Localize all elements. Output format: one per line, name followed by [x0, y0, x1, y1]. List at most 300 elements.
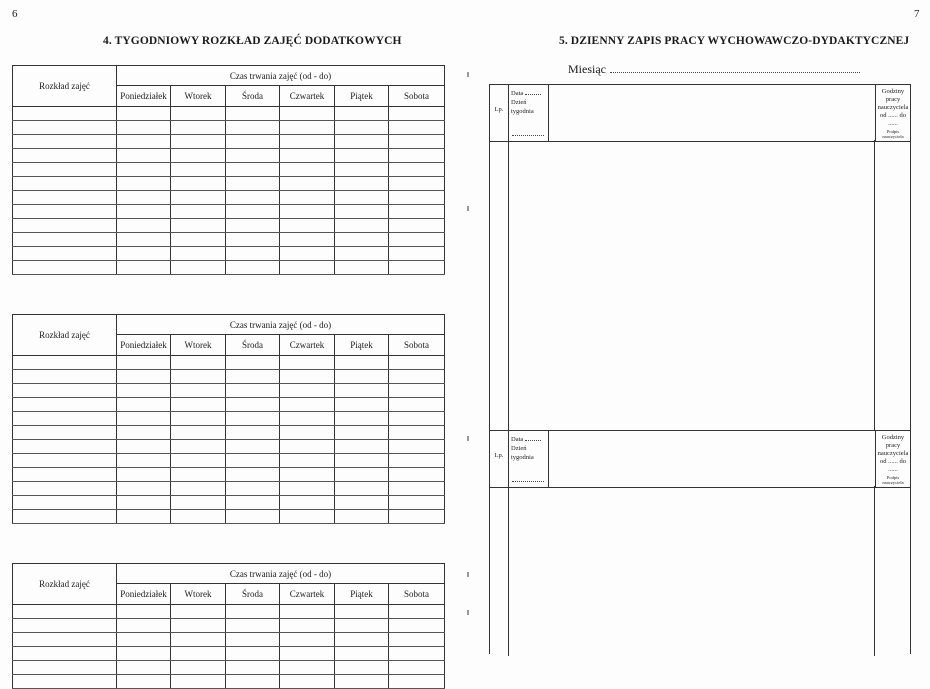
- schedule-row: [13, 605, 445, 619]
- schedule-cell[interactable]: [280, 247, 335, 261]
- schedule-cell[interactable]: [280, 426, 335, 440]
- log-lp-divider: [508, 140, 509, 430]
- schedule-cell[interactable]: [13, 482, 117, 496]
- schedule-cell[interactable]: [117, 135, 171, 149]
- hours-line: nauczyciela: [877, 450, 909, 457]
- schedule-cell[interactable]: [335, 233, 389, 247]
- schedule-row: [13, 191, 445, 205]
- schedule-cell[interactable]: [171, 121, 226, 135]
- schedule-cell[interactable]: [13, 496, 117, 510]
- schedule-row: [13, 261, 445, 275]
- schedule-row: [13, 247, 445, 261]
- schedule-cell[interactable]: [389, 605, 445, 619]
- schedule-cell[interactable]: [389, 107, 445, 121]
- schedule-cell[interactable]: [117, 149, 171, 163]
- schedule-cell[interactable]: [171, 384, 226, 398]
- schedule-cell[interactable]: [226, 247, 280, 261]
- schedule-cell[interactable]: [226, 261, 280, 275]
- schedule-cell[interactable]: [389, 177, 445, 191]
- schedule-cell[interactable]: [13, 356, 117, 370]
- schedule-row: [13, 619, 445, 633]
- schedule-row: [13, 510, 445, 524]
- schedule-row: [13, 496, 445, 510]
- hours-line: Godziny: [881, 88, 905, 95]
- schedule-row: [13, 107, 445, 121]
- date-dotted-line: [525, 88, 541, 95]
- schedule-cell[interactable]: [335, 412, 389, 426]
- hours-line: nauczyciela: [877, 104, 909, 111]
- schedule-cell[interactable]: [280, 177, 335, 191]
- schedule-cell[interactable]: [280, 398, 335, 412]
- schedule-cell[interactable]: [171, 247, 226, 261]
- schedule-row: [13, 219, 445, 233]
- day-header: Czwartek: [280, 584, 335, 605]
- schedule-cell[interactable]: [117, 468, 171, 482]
- schedule-cell[interactable]: [389, 454, 445, 468]
- schedule-cell[interactable]: [13, 398, 117, 412]
- schedule-cell[interactable]: [335, 370, 389, 384]
- daily-log-title: 5. DZIENNY ZAPIS PRACY WYCHOWAWCZO-DYDAKTYCZNEJ: [559, 35, 910, 47]
- schedule-cell[interactable]: [280, 107, 335, 121]
- schedule-cell[interactable]: [117, 398, 171, 412]
- schedule-cell[interactable]: [13, 219, 117, 233]
- schedule-cell[interactable]: [13, 177, 117, 191]
- schedule-cell[interactable]: [117, 510, 171, 524]
- schedule-cell[interactable]: [226, 356, 280, 370]
- schedule-cell[interactable]: [335, 261, 389, 275]
- schedule-cell[interactable]: [117, 191, 171, 205]
- schedule-cell[interactable]: [13, 426, 117, 440]
- schedule-cell[interactable]: [389, 219, 445, 233]
- day-label: Dzień: [511, 445, 527, 452]
- schedule-cell[interactable]: [13, 412, 117, 426]
- schedule-cell[interactable]: [13, 233, 117, 247]
- schedule-cell[interactable]: [280, 205, 335, 219]
- schedule-cell[interactable]: [171, 233, 226, 247]
- schedule-cell[interactable]: [389, 496, 445, 510]
- schedule-cell[interactable]: [280, 191, 335, 205]
- schedule-cell[interactable]: [226, 454, 280, 468]
- schedule-header: Rozkład zajęć: [13, 315, 117, 356]
- schedule-row: [13, 661, 445, 675]
- schedule-cell[interactable]: [280, 482, 335, 496]
- schedule-row: [13, 149, 445, 163]
- schedule-cell[interactable]: [389, 510, 445, 524]
- schedule-cell[interactable]: [280, 163, 335, 177]
- schedule-cell[interactable]: [335, 426, 389, 440]
- schedule-cell[interactable]: [226, 384, 280, 398]
- date-label: Data: [511, 436, 524, 443]
- schedule-cell[interactable]: [389, 247, 445, 261]
- schedule-cell[interactable]: [226, 205, 280, 219]
- log-lp-divider: [508, 486, 509, 656]
- schedule-cell[interactable]: [389, 233, 445, 247]
- schedule-cell[interactable]: [389, 163, 445, 177]
- schedule-cell[interactable]: [171, 356, 226, 370]
- schedule-cell[interactable]: [335, 205, 389, 219]
- schedule-cell[interactable]: [117, 675, 171, 689]
- schedule-cell[interactable]: [171, 661, 226, 675]
- lp-label: Lp.: [494, 106, 504, 113]
- schedule-cell[interactable]: [335, 398, 389, 412]
- schedule-cell[interactable]: [389, 370, 445, 384]
- schedule-cell[interactable]: [226, 219, 280, 233]
- schedule-cell[interactable]: [117, 107, 171, 121]
- schedule-cell[interactable]: [226, 661, 280, 675]
- schedule-cell[interactable]: [13, 605, 117, 619]
- schedule-cell[interactable]: [171, 426, 226, 440]
- schedule-cell[interactable]: [117, 384, 171, 398]
- schedule-cell[interactable]: [13, 633, 117, 647]
- margin-mark: [467, 72, 469, 77]
- schedule-cell[interactable]: [335, 619, 389, 633]
- schedule-cell[interactable]: [389, 661, 445, 675]
- schedule-cell[interactable]: [171, 219, 226, 233]
- week-label: tygodnia: [511, 454, 534, 461]
- margin-mark: [467, 610, 469, 615]
- schedule-cell[interactable]: [335, 135, 389, 149]
- schedule-cell[interactable]: [171, 191, 226, 205]
- schedule-cell[interactable]: [226, 605, 280, 619]
- schedule-row: [13, 121, 445, 135]
- hours-line: pracy: [885, 96, 901, 103]
- hours-cell[interactable]: [875, 431, 910, 487]
- schedule-cell[interactable]: [13, 261, 117, 275]
- schedule-cell[interactable]: [13, 661, 117, 675]
- schedule-cell[interactable]: [117, 633, 171, 647]
- date-cell[interactable]: [509, 431, 549, 487]
- day-header: Sobota: [389, 335, 445, 356]
- schedule-cell[interactable]: [117, 412, 171, 426]
- schedule-row: [13, 454, 445, 468]
- schedule-cell[interactable]: [171, 149, 226, 163]
- schedule-cell[interactable]: [389, 426, 445, 440]
- schedule-header: Rozkład zajęć: [13, 564, 117, 605]
- weekly-schedule-table: [12, 65, 445, 275]
- schedule-cell[interactable]: [335, 107, 389, 121]
- schedule-cell[interactable]: [171, 135, 226, 149]
- log-hours-divider: [874, 486, 875, 656]
- signature-label: Podpis nauczyciela: [882, 475, 904, 485]
- schedule-cell[interactable]: [171, 107, 226, 121]
- schedule-cell[interactable]: [389, 384, 445, 398]
- schedule-cell[interactable]: [13, 468, 117, 482]
- schedule-cell[interactable]: [117, 454, 171, 468]
- schedule-cell[interactable]: [389, 205, 445, 219]
- lp-cell: [490, 85, 509, 141]
- schedule-cell[interactable]: [226, 177, 280, 191]
- schedule-cell[interactable]: [280, 605, 335, 619]
- schedule-cell[interactable]: [226, 149, 280, 163]
- schedule-cell[interactable]: [13, 205, 117, 219]
- schedule-cell[interactable]: [280, 510, 335, 524]
- schedule-cell[interactable]: [280, 675, 335, 689]
- schedule-cell[interactable]: [280, 384, 335, 398]
- day-header: Poniedziałek: [117, 86, 171, 107]
- schedule-cell[interactable]: [280, 633, 335, 647]
- lp-cell: [490, 431, 509, 487]
- schedule-cell[interactable]: [226, 191, 280, 205]
- schedule-row: [13, 398, 445, 412]
- schedule-cell[interactable]: [13, 619, 117, 633]
- schedule-cell[interactable]: [171, 412, 226, 426]
- month-dotted-line: [610, 63, 860, 73]
- schedule-cell[interactable]: [13, 149, 117, 163]
- schedule-row: [13, 482, 445, 496]
- schedule-cell[interactable]: [335, 247, 389, 261]
- schedule-cell[interactable]: [226, 412, 280, 426]
- day-header: Środa: [226, 335, 280, 356]
- schedule-cell[interactable]: [280, 219, 335, 233]
- schedule-cell[interactable]: [171, 398, 226, 412]
- schedule-cell[interactable]: [226, 121, 280, 135]
- margin-mark: [467, 572, 469, 577]
- schedule-cell[interactable]: [335, 675, 389, 689]
- schedule-cell[interactable]: [389, 675, 445, 689]
- margin-mark: [467, 436, 469, 441]
- schedule-cell[interactable]: [280, 370, 335, 384]
- schedule-row: [13, 440, 445, 454]
- schedule-cell[interactable]: [117, 233, 171, 247]
- schedule-cell[interactable]: [117, 370, 171, 384]
- day-header: Piątek: [335, 86, 389, 107]
- schedule-cell[interactable]: [117, 440, 171, 454]
- schedule-cell[interactable]: [226, 468, 280, 482]
- schedule-cell[interactable]: [389, 149, 445, 163]
- schedule-row: [13, 412, 445, 426]
- date-cell[interactable]: [509, 85, 549, 141]
- schedule-cell[interactable]: [117, 482, 171, 496]
- weekly-schedule-table: [12, 563, 445, 689]
- schedule-cell[interactable]: [335, 661, 389, 675]
- day-header: Środa: [226, 86, 280, 107]
- schedule-cell[interactable]: [171, 177, 226, 191]
- schedule-cell[interactable]: [389, 468, 445, 482]
- schedule-cell[interactable]: [13, 247, 117, 261]
- schedule-cell[interactable]: [389, 633, 445, 647]
- schedule-cell[interactable]: [171, 440, 226, 454]
- schedule-cell[interactable]: [335, 468, 389, 482]
- schedule-cell[interactable]: [280, 135, 335, 149]
- schedule-cell[interactable]: [335, 219, 389, 233]
- day-dotted-line: [512, 481, 544, 482]
- schedule-cell[interactable]: [389, 412, 445, 426]
- hours-line: Godziny: [881, 434, 905, 441]
- hours-line: pracy: [885, 442, 901, 449]
- schedule-cell[interactable]: [171, 261, 226, 275]
- schedule-row: [13, 205, 445, 219]
- day-header: Wtorek: [171, 86, 226, 107]
- day-header: Sobota: [389, 584, 445, 605]
- schedule-cell[interactable]: [171, 163, 226, 177]
- schedule-cell[interactable]: [280, 496, 335, 510]
- schedule-cell[interactable]: [171, 468, 226, 482]
- day-label: Dzień: [511, 99, 527, 106]
- schedule-row: [13, 468, 445, 482]
- schedule-cell[interactable]: [335, 454, 389, 468]
- day-header: Wtorek: [171, 584, 226, 605]
- schedule-row: [13, 135, 445, 149]
- day-header: Piątek: [335, 584, 389, 605]
- schedule-cell[interactable]: [13, 191, 117, 205]
- schedule-cell[interactable]: [117, 219, 171, 233]
- schedule-row: [13, 370, 445, 384]
- schedule-cell[interactable]: [226, 633, 280, 647]
- schedule-cell[interactable]: [335, 384, 389, 398]
- schedule-cell[interactable]: [280, 261, 335, 275]
- log-hours-divider: [874, 140, 875, 430]
- schedule-row: [13, 233, 445, 247]
- schedule-cell[interactable]: [280, 149, 335, 163]
- schedule-cell[interactable]: [280, 412, 335, 426]
- schedule-cell[interactable]: [117, 177, 171, 191]
- schedule-cell[interactable]: [226, 398, 280, 412]
- schedule-cell[interactable]: [226, 482, 280, 496]
- schedule-cell[interactable]: [335, 191, 389, 205]
- schedule-cell[interactable]: [171, 605, 226, 619]
- schedule-cell[interactable]: [171, 496, 226, 510]
- schedule-cell[interactable]: [335, 510, 389, 524]
- schedule-cell[interactable]: [13, 121, 117, 135]
- schedule-cell[interactable]: [117, 496, 171, 510]
- schedule-row: [13, 384, 445, 398]
- schedule-cell[interactable]: [280, 661, 335, 675]
- schedule-cell[interactable]: [389, 398, 445, 412]
- schedule-cell[interactable]: [13, 107, 117, 121]
- schedule-cell[interactable]: [13, 163, 117, 177]
- schedule-cell[interactable]: [226, 233, 280, 247]
- schedule-cell[interactable]: [13, 440, 117, 454]
- schedule-cell[interactable]: [226, 440, 280, 454]
- schedule-cell[interactable]: [280, 121, 335, 135]
- duration-header: Czas trwania zajęć (od - do): [117, 66, 445, 86]
- date-label: Data: [511, 90, 524, 97]
- schedule-cell[interactable]: [171, 633, 226, 647]
- schedule-cell[interactable]: [117, 121, 171, 135]
- schedule-cell[interactable]: [226, 496, 280, 510]
- log-entry-header: [490, 430, 910, 488]
- schedule-cell[interactable]: [389, 440, 445, 454]
- schedule-cell[interactable]: [389, 482, 445, 496]
- hours-line: od ...... do ......: [880, 458, 906, 473]
- schedule-cell[interactable]: [335, 149, 389, 163]
- schedule-cell[interactable]: [280, 440, 335, 454]
- schedule-cell[interactable]: [335, 121, 389, 135]
- schedule-cell[interactable]: [171, 510, 226, 524]
- schedule-cell[interactable]: [117, 261, 171, 275]
- day-header: Poniedziałek: [117, 584, 171, 605]
- page-number-left: 6: [12, 8, 18, 20]
- schedule-cell[interactable]: [117, 661, 171, 675]
- schedule-cell[interactable]: [117, 426, 171, 440]
- date-dotted-line: [525, 434, 541, 441]
- schedule-cell[interactable]: [226, 426, 280, 440]
- duration-header: Czas trwania zajęć (od - do): [117, 564, 445, 584]
- schedule-cell[interactable]: [335, 440, 389, 454]
- schedule-row: [13, 177, 445, 191]
- day-header: Czwartek: [280, 86, 335, 107]
- schedule-cell[interactable]: [389, 261, 445, 275]
- schedule-cell[interactable]: [335, 482, 389, 496]
- schedule-row: [13, 426, 445, 440]
- schedule-cell[interactable]: [335, 605, 389, 619]
- daily-log-sheet: [489, 84, 911, 654]
- schedule-cell[interactable]: [13, 370, 117, 384]
- schedule-cell[interactable]: [117, 163, 171, 177]
- lp-label: Lp.: [494, 452, 504, 459]
- schedule-cell[interactable]: [280, 619, 335, 633]
- schedule-cell[interactable]: [389, 135, 445, 149]
- schedule-cell[interactable]: [171, 619, 226, 633]
- schedule-cell[interactable]: [335, 356, 389, 370]
- schedule-cell[interactable]: [13, 135, 117, 149]
- week-label: tygodnia: [511, 108, 534, 115]
- weekly-schedule-title: 4. TYGODNIOWY ROZKŁAD ZAJĘĆ DODATKOWYCH: [103, 35, 402, 47]
- schedule-row: [13, 356, 445, 370]
- schedule-cell[interactable]: [226, 107, 280, 121]
- schedule-cell[interactable]: [226, 370, 280, 384]
- hours-line: od ...... do ......: [880, 112, 906, 127]
- schedule-cell[interactable]: [171, 454, 226, 468]
- hours-cell[interactable]: [875, 85, 910, 141]
- schedule-cell[interactable]: [389, 619, 445, 633]
- schedule-cell[interactable]: [335, 177, 389, 191]
- schedule-cell[interactable]: [117, 205, 171, 219]
- month-label: Miesiąc: [568, 62, 606, 76]
- schedule-cell[interactable]: [335, 496, 389, 510]
- schedule-cell[interactable]: [280, 454, 335, 468]
- schedule-cell[interactable]: [117, 619, 171, 633]
- schedule-cell[interactable]: [226, 163, 280, 177]
- schedule-cell[interactable]: [13, 675, 117, 689]
- day-header: Piątek: [335, 335, 389, 356]
- schedule-cell[interactable]: [171, 482, 226, 496]
- schedule-cell[interactable]: [171, 370, 226, 384]
- schedule-cell[interactable]: [389, 121, 445, 135]
- schedule-cell[interactable]: [226, 675, 280, 689]
- day-dotted-line: [512, 135, 544, 136]
- schedule-cell[interactable]: [389, 191, 445, 205]
- schedule-cell[interactable]: [226, 135, 280, 149]
- schedule-cell[interactable]: [13, 454, 117, 468]
- day-header: Czwartek: [280, 335, 335, 356]
- schedule-cell[interactable]: [226, 619, 280, 633]
- schedule-cell[interactable]: [117, 605, 171, 619]
- signature-label: Podpis nauczyciela: [882, 129, 904, 139]
- schedule-cell[interactable]: [389, 356, 445, 370]
- duration-header: Czas trwania zajęć (od - do): [117, 315, 445, 335]
- margin-mark: [467, 206, 469, 211]
- schedule-cell[interactable]: [280, 356, 335, 370]
- schedule-header: Rozkład zajęć: [13, 66, 117, 107]
- schedule-cell[interactable]: [171, 205, 226, 219]
- schedule-cell[interactable]: [280, 468, 335, 482]
- day-header: Sobota: [389, 86, 445, 107]
- schedule-cell[interactable]: [13, 510, 117, 524]
- schedule-cell[interactable]: [171, 675, 226, 689]
- schedule-cell[interactable]: [226, 510, 280, 524]
- schedule-cell[interactable]: [117, 356, 171, 370]
- schedule-cell[interactable]: [335, 163, 389, 177]
- schedule-cell[interactable]: [335, 633, 389, 647]
- schedule-row: [13, 163, 445, 177]
- day-header: Środa: [226, 584, 280, 605]
- month-field[interactable]: [568, 62, 860, 77]
- schedule-cell[interactable]: [280, 233, 335, 247]
- day-header: Poniedziałek: [117, 335, 171, 356]
- schedule-cell[interactable]: [13, 384, 117, 398]
- schedule-cell[interactable]: [117, 247, 171, 261]
